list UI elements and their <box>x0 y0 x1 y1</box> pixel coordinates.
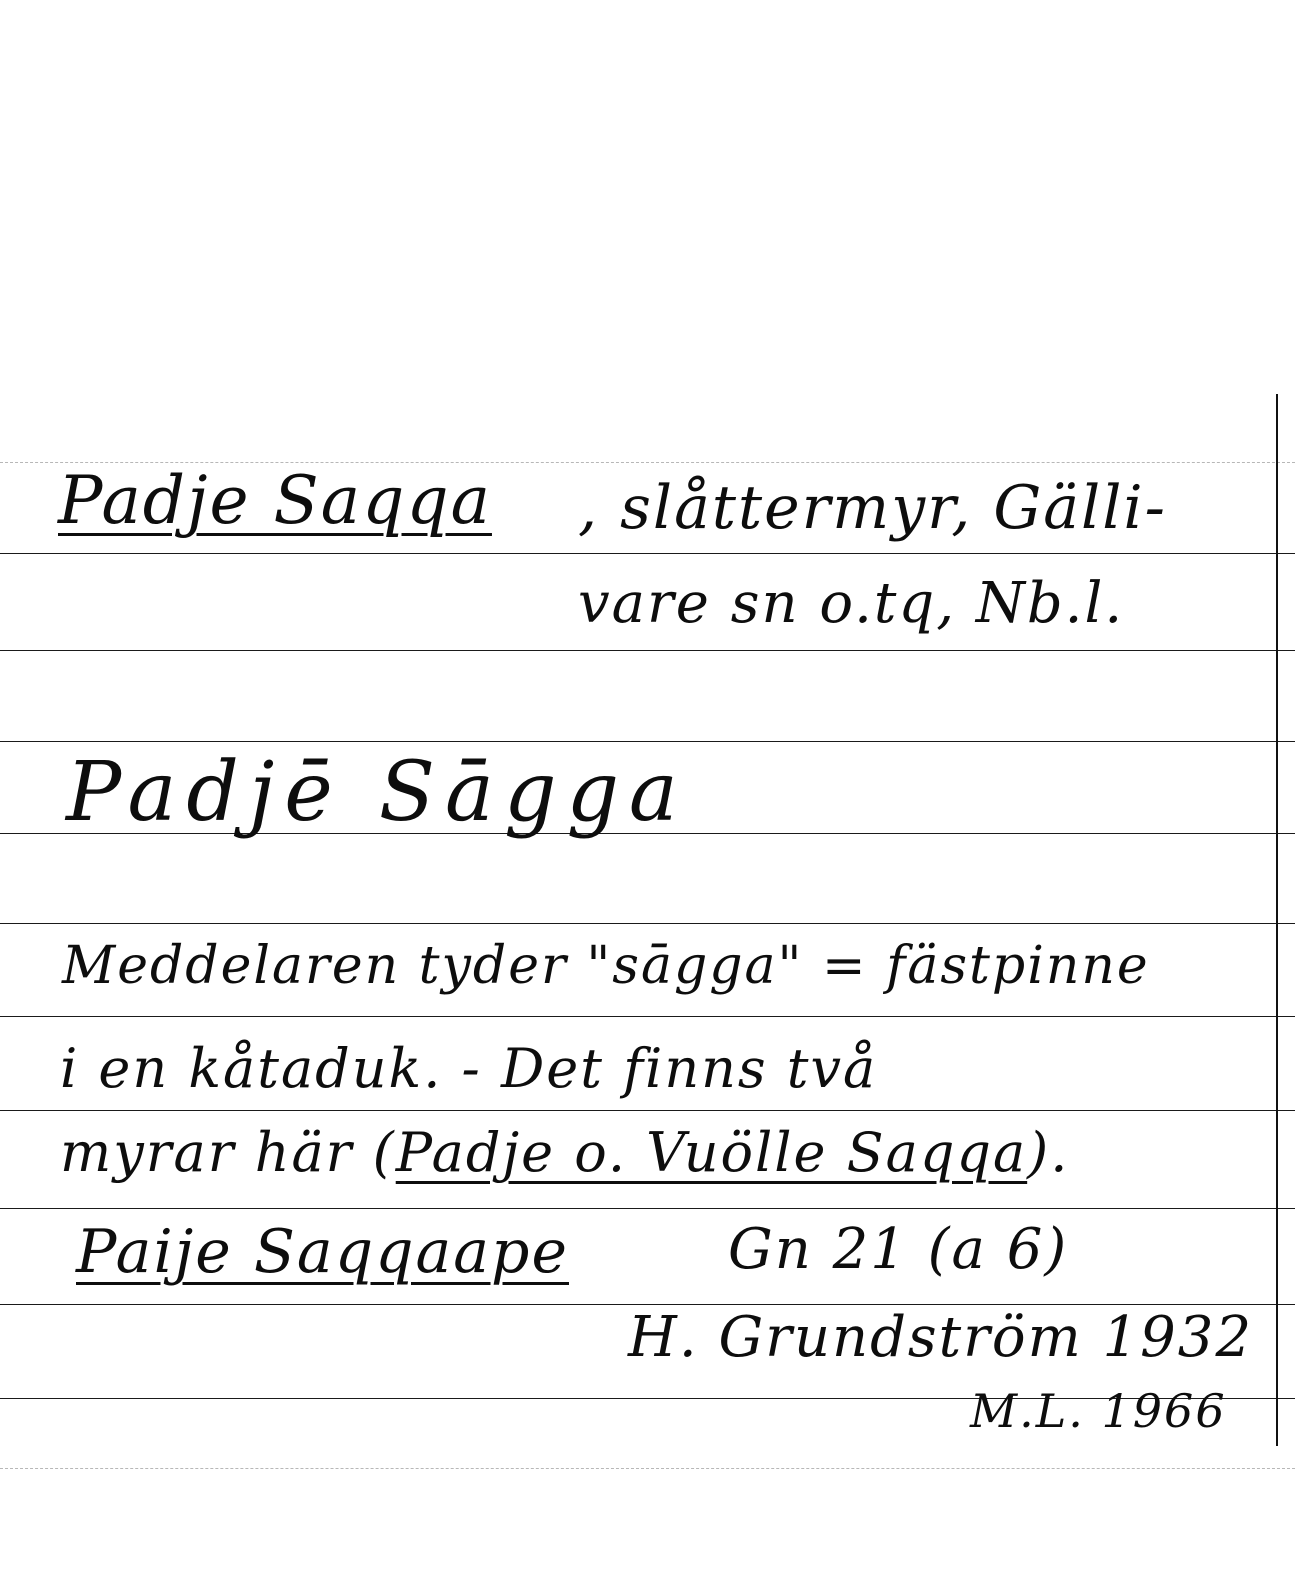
note-line-3-prefix: myrar här ( <box>60 1121 396 1184</box>
note-line-1: Meddelaren tyder "sāgga" = fästpinne <box>62 936 1150 996</box>
editor-initials: M.L. 1966 <box>970 1384 1227 1438</box>
margin-line <box>1276 394 1278 1446</box>
phonetic-heading: Padjē Sāgga <box>66 745 688 840</box>
note-line-3-names: Padje o. Vuölle Saqqa <box>395 1121 1028 1184</box>
ruled-line <box>0 741 1295 742</box>
ruled-line <box>0 1110 1295 1111</box>
collector-signature: H. Grundström 1932 <box>628 1305 1254 1370</box>
note-line-3-suffix: ). <box>1027 1121 1070 1184</box>
note-line-2: i en kåtaduk. - Det finns två <box>60 1037 878 1100</box>
source-reference: Gn 21 (a 6) <box>728 1217 1069 1282</box>
note-line-3 <box>60 1121 1070 1184</box>
ruled-line <box>0 553 1295 554</box>
ruled-line <box>0 1016 1295 1017</box>
place-description: , slåttermyr, Gälli- <box>578 473 1167 543</box>
ruled-line <box>0 1468 1295 1469</box>
variant-name: Paije Saqqaape <box>76 1217 569 1287</box>
ruled-line <box>0 923 1295 924</box>
ruled-line <box>0 1208 1295 1209</box>
parish-reference: vare sn o.tq, Nb.l. <box>578 571 1125 636</box>
place-name-title: Padje Saqqa <box>58 462 492 539</box>
ruled-line <box>0 650 1295 651</box>
